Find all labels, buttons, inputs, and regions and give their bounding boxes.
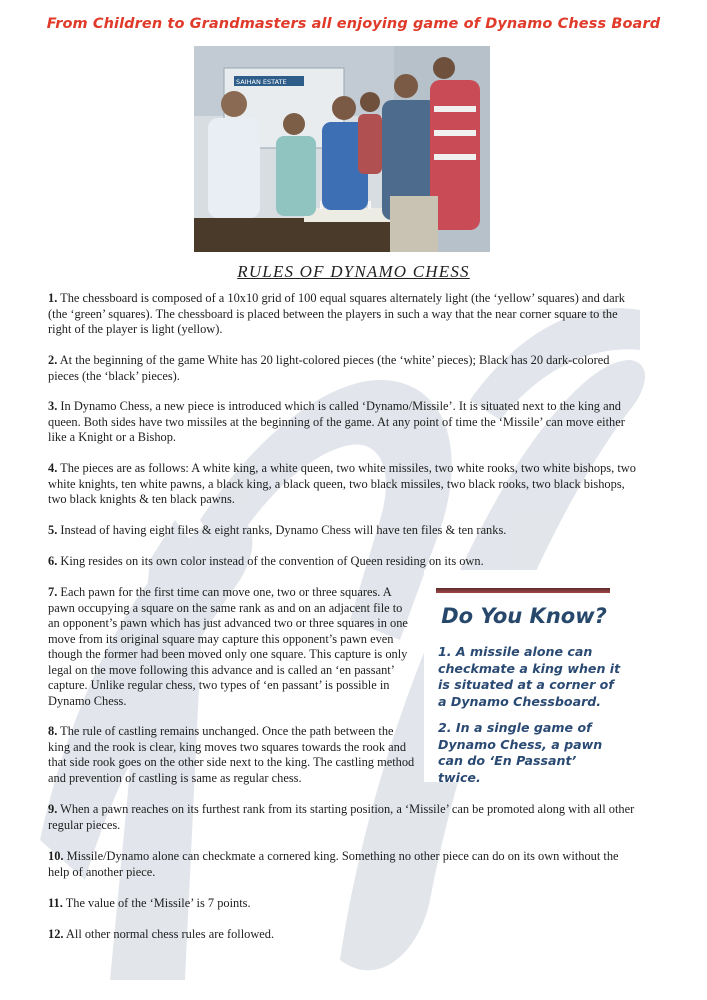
- rule-3: 3. In Dynamo Chess, a new piece is introduced which is called ‘Dynamo/Missile’. It is situated next to the king and queen. Both sides have two missiles at the beginning of the game. At any point of time the ‘Missile’ can move either like a Knight or a Bishop.: [48, 399, 625, 444]
- fact-2: 2. In a single game of Dynamo Chess, a pawn can do ‘En Passant’ twice.: [438, 720, 603, 785]
- do-you-know-title: Do You Know?: [441, 604, 607, 628]
- rule-11: 11. The value of the ‘Missile’ is 7 points.: [48, 896, 251, 910]
- rule-4: 4. The pieces are as follows: A white king, a white queen, two white missiles, two white rooks, two white bishops, two white knights, ten white pawns, a black king, a black queen, two black missiles, two black rooks, two black bishops, two black knights & ten black pawns.: [48, 461, 636, 506]
- rule-8: 8. The rule of castling remains unchanged. Once the path between the king and the rook is clear, king moves two squares towards the rook and that side rook goes on the other side next to the king. The castling method and prevention of castling is same as regular chess.: [48, 724, 415, 785]
- rule-10: 10. Missile/Dynamo alone can checkmate a cornered king. Something no other piece can do on its own without the help of another piece.: [48, 849, 619, 879]
- photo-banner-text: SAIHAN ESTATE: [236, 78, 287, 86]
- rule-5: 5. Instead of having eight files & eight ranks, Dynamo Chess will have ten files & ten ranks.: [48, 523, 507, 537]
- rule-12: 12. All other normal chess rules are followed.: [48, 927, 275, 941]
- rules-title: RULES OF DYNAMO CHESS: [237, 262, 470, 281]
- headline: From Children to Grandmasters all enjoying game of Dynamo Chess Board: [46, 16, 661, 32]
- fact-1: 1. A missile alone can checkmate a king when it is situated at a corner of a Dynamo Chessboard.: [438, 644, 621, 709]
- divider-bar: [436, 588, 610, 593]
- event-photo: [194, 46, 490, 252]
- rule-7: 7. Each pawn for the first time can move one, two or three squares. A pawn occupying a square on the same rank as and on an adjacent file to an opponent’s pawn which has just advanced two or three squares in one move from its original square may capture this opponent’s pawn even though the former had been moved only one square. This capture is only legal on the move following this advance and is called an ‘en passant’ capture. Unlike regular chess, two types of ‘en passant’ is possible in Dynamo Chess.: [48, 585, 408, 708]
- rule-9: 9. When a pawn reaches on its furthest rank from its starting position, a ‘Missile’ can be promoted along with all other regular pieces.: [48, 802, 635, 832]
- rule-2: 2. At the beginning of the game White has 20 light-colored pieces (the ‘white’ pieces); Black has 20 dark-colored pieces (the ‘black’ pieces).: [48, 353, 610, 383]
- rule-6: 6. King resides on its own color instead of the convention of Queen residing on its own.: [48, 554, 484, 568]
- do-you-know-box: [424, 570, 624, 785]
- rule-1: 1. The chessboard is composed of a 10x10 grid of 100 equal squares alternately light (the ‘yellow’ squares) and dark (the ‘green’ squares). The chessboard is placed between the players in such a way that the near corner square to the right of the player is light (yellow).: [48, 291, 625, 336]
